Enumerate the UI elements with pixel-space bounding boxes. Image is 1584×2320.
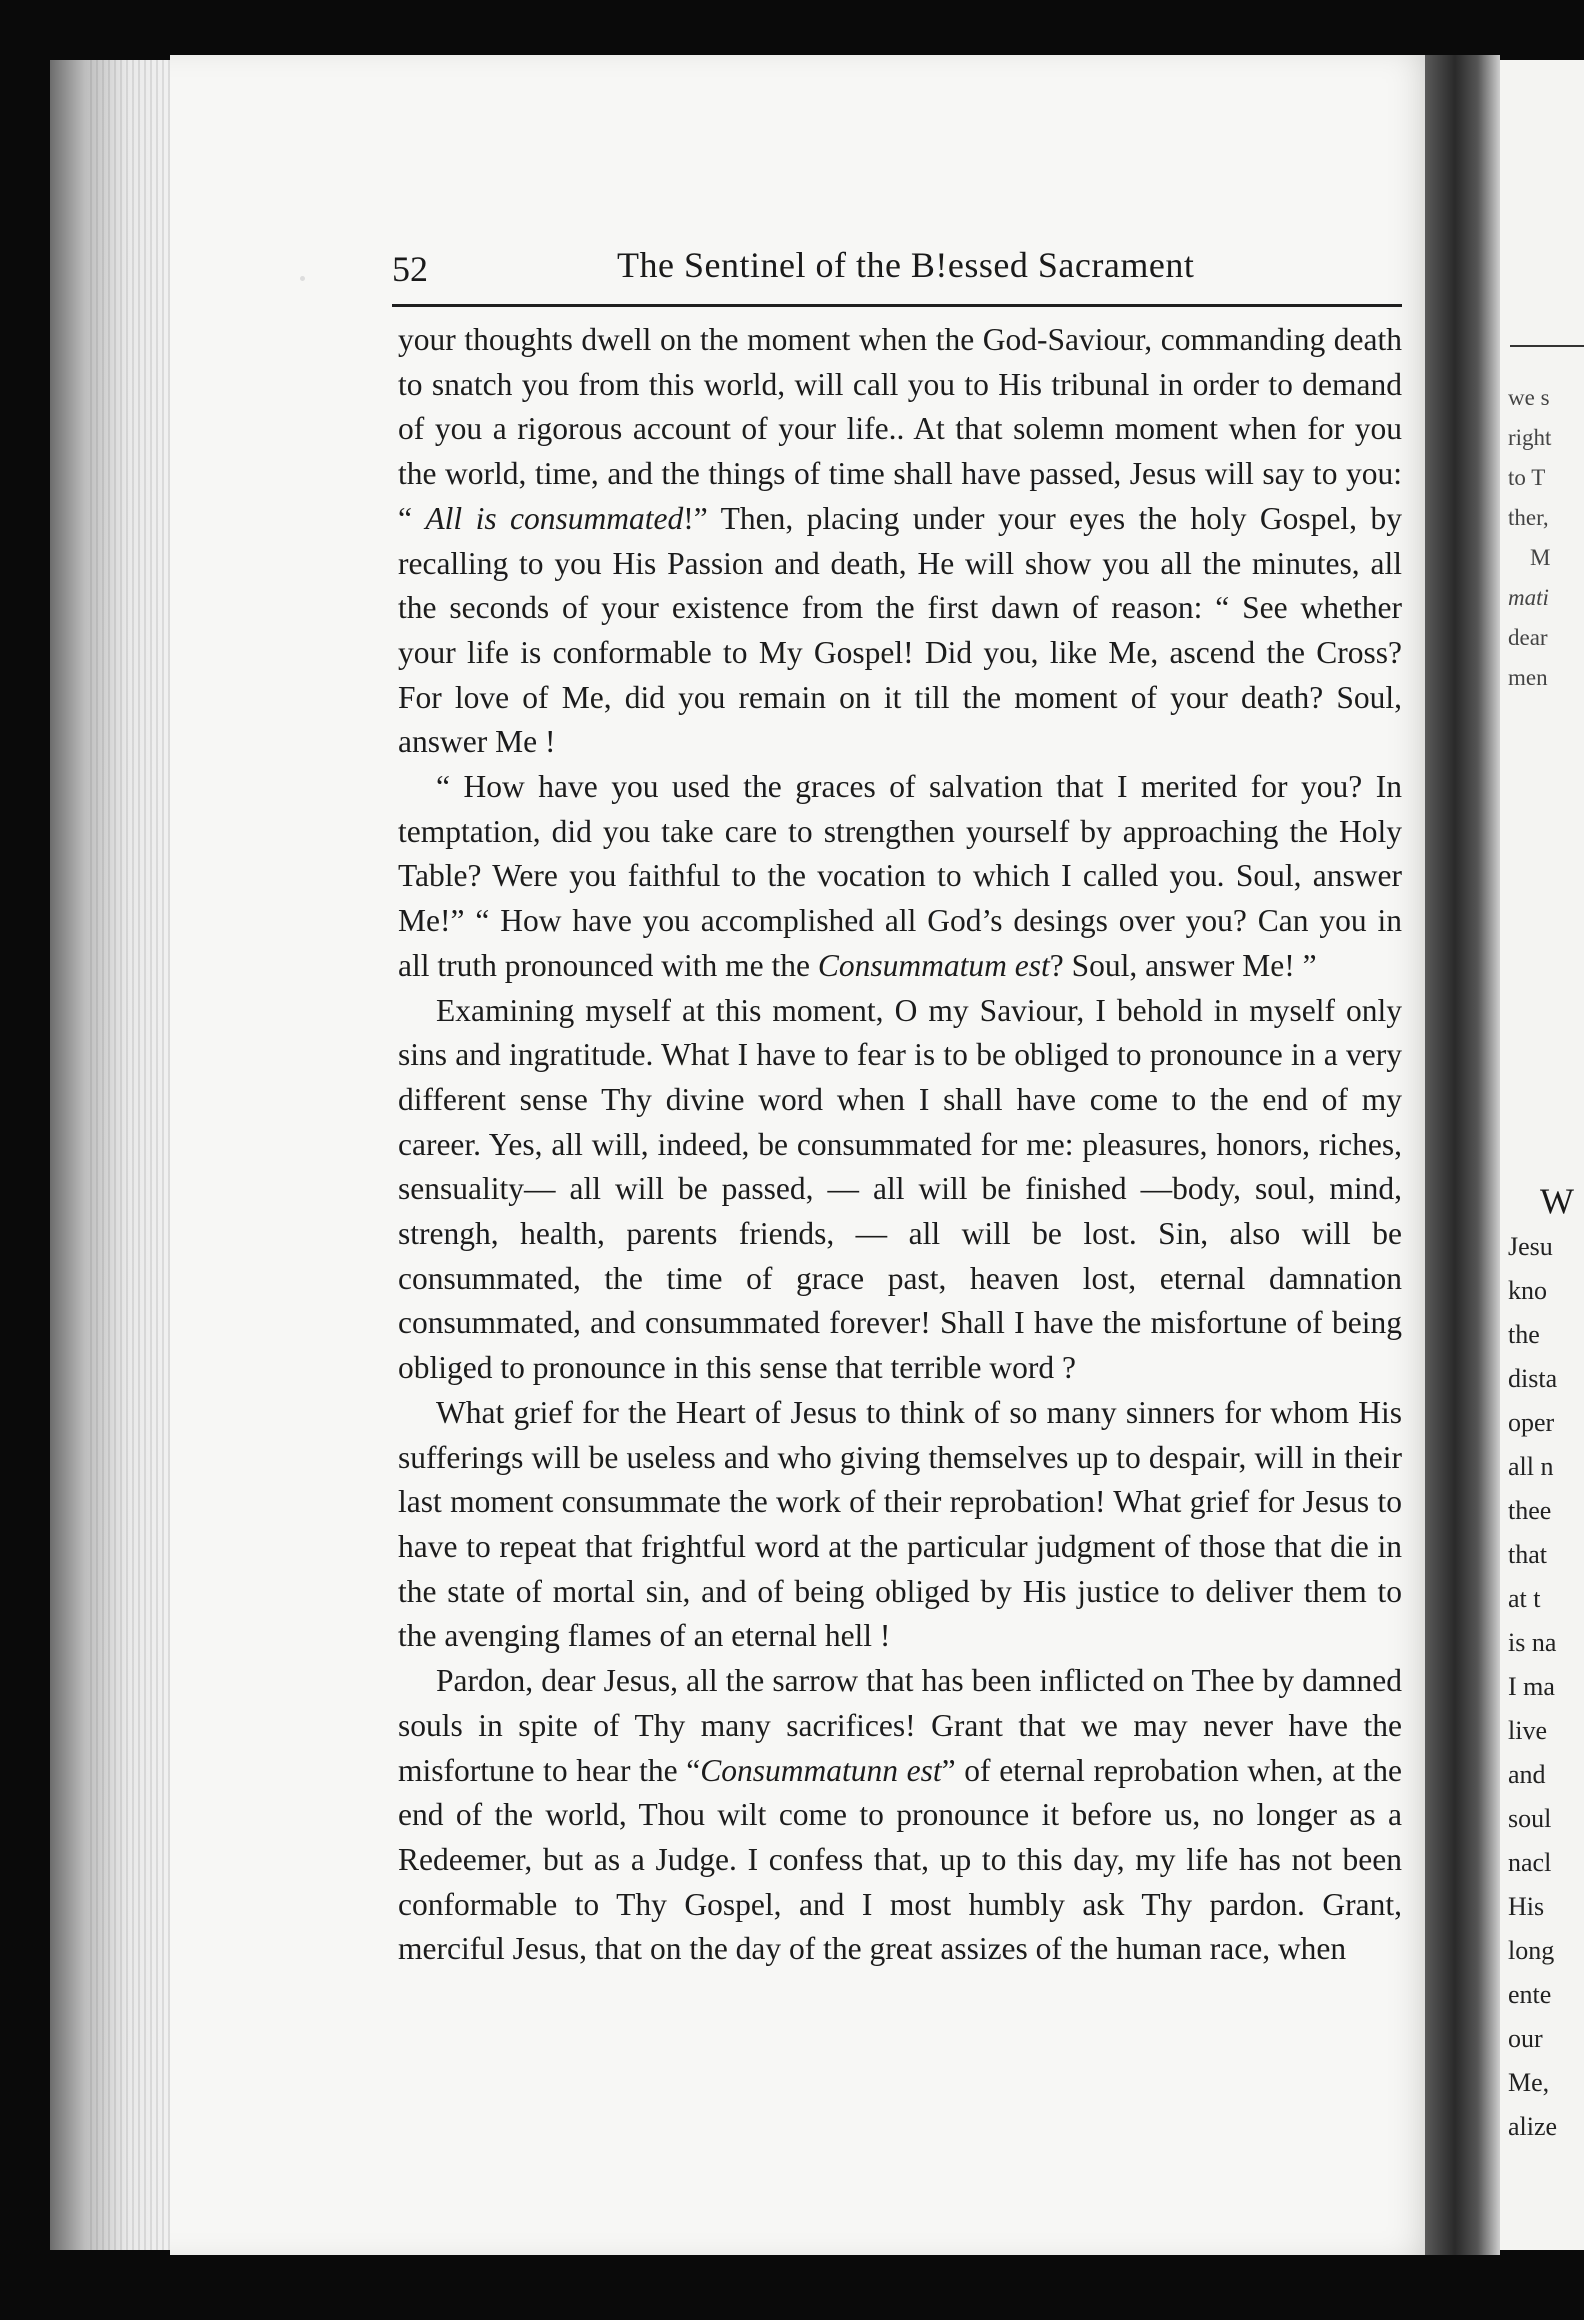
facing-line: ther, — [1508, 505, 1549, 530]
page-stack-edge — [50, 60, 190, 2250]
header-rule — [392, 304, 1402, 307]
facing-line: at t — [1508, 1584, 1541, 1613]
facing-line: that — [1508, 1540, 1547, 1569]
paragraph — [398, 989, 1402, 1391]
paragraph — [398, 1659, 1402, 1972]
facing-line: Me, — [1508, 2068, 1550, 2097]
facing-line: all n — [1508, 1452, 1554, 1481]
paragraph — [398, 1391, 1402, 1659]
facing-line: to T — [1508, 465, 1546, 490]
facing-line: men — [1508, 665, 1548, 690]
text-run: “ How have you used the graces of salvation that I merited for you? In temptation, did you take care to strengthen yourself by approaching the Holy Table? Were you faithful to the vocation to which I called you. Soul, answer Me!” “ How have you accomplished all God’s desings over you? Can you in all truth pronounced with me the — [398, 769, 1402, 983]
text-run: Pardon, dear Jesus, all the sarrow that has been inflicted on Thee by damned souls in spite of Thy many sacrifices! Grant that we may never have the misfortune to hear the “ — [398, 1663, 1402, 1788]
facing-line: nacl — [1508, 1848, 1552, 1877]
facing-line: dear — [1508, 625, 1548, 650]
italic-phrase: Consummatum est — [817, 947, 1050, 983]
paragraph — [398, 765, 1402, 989]
facing-line: kno — [1508, 1276, 1547, 1305]
facing-line: soul — [1508, 1804, 1552, 1833]
facing-dropcap: W — [1540, 1181, 1574, 1221]
facing-line: ente — [1508, 1980, 1552, 2009]
facing-line: oper — [1508, 1408, 1555, 1437]
facing-line: live — [1508, 1716, 1547, 1745]
facing-line: is na — [1508, 1628, 1557, 1657]
running-title: The Sentinel of the B!essed Sacrament — [617, 245, 1195, 285]
facing-line: M — [1530, 545, 1551, 570]
facing-line: the — [1508, 1320, 1540, 1349]
page-number: 52 — [392, 249, 428, 289]
facing-line: and — [1508, 1760, 1546, 1789]
running-head — [392, 245, 1402, 304]
text-run: What grief for the Heart of Jesus to think of so many sinners for whom His sufferings will be useless and who giving themselves up to despair, will in their last moment consummate the work of their reprobation! What grief for Jesus to have to repeat that frightful word at the particular judgment of those that die in the state of mortal sin, and of being obliged by His justice to deliver them to the avenging flames of an eternal hell ! — [398, 1394, 1402, 1654]
book-gutter — [1425, 55, 1500, 2255]
italic-phrase: Consummatunn est — [700, 1752, 942, 1788]
italic-phrase: All is consummated — [425, 500, 684, 536]
facing-line: Jesu — [1508, 1232, 1553, 1261]
facing-line: we s — [1508, 385, 1550, 410]
facing-line: alize — [1508, 2112, 1558, 2141]
facing-line: thee — [1508, 1496, 1552, 1525]
facing-line: our — [1508, 2024, 1543, 2053]
facing-line: dista — [1508, 1364, 1558, 1393]
facing-head-rule — [1510, 345, 1584, 347]
facing-line: right — [1508, 425, 1552, 450]
paragraph — [398, 318, 1402, 765]
text-run: Examining myself at this moment, O my Saviour, I behold in myself only sins and ingratitude. What I have to fear is to be obliged to pronounce in a very different sense Thy divine word when I shall have come to the end of my career. Yes, all will, indeed, be consummated for me: pleasures, honors, riches, sensuality— all will be passed, — all will be finished —body, soul, mind, strengh, health, parents friends, — all will be lost. Sin, also will be consummated, the time of grace past, heaven lost, eternal damnation consummated, and consummated forever! Shall I have the misfortune of being obliged to pronounce in this sense that terrible word ? — [398, 992, 1402, 1386]
body-text — [398, 318, 1402, 1972]
text-run: ? Soul, answer Me! ” — [1049, 947, 1317, 983]
facing-line: long — [1508, 1936, 1555, 1965]
facing-line: I ma — [1508, 1672, 1555, 1701]
text-run: !” Then, placing under your eyes the holy Gospel, by recalling to you His Passion and death, He will show you all the minutes, all the seconds of your existence from the first dawn of reason: “ See whether your life is conformable to My Gospel! Did you, like Me, ascend the Cross? For love of Me, did you remain on it till the moment of your death? Soul, answer Me ! — [398, 500, 1402, 760]
text-run: ” of eternal reprobation when, at the end of the world, Thou wilt come to pronounce it before us, no longer as a Redeemer, but as a Judge. I confess that, up to this day, my life has not been conformable to Thy Gospel, and I most humbly ask Thy pardon. Grant, merciful Jesus, that on the day of the great assizes of the human race, when — [398, 1752, 1402, 1967]
facing-line: mati — [1508, 585, 1549, 610]
text-run: your thoughts dwell on the moment when the God-Saviour, commanding death to snatch you from this world, will call you to His tribunal in order to demand of you a rigorous account of your life.. At that solemn moment when for you the world, time, and the things of time shall have passed, Jesus will say to you: “ — [398, 322, 1402, 536]
scan-speck — [300, 276, 305, 281]
facing-line: His — [1508, 1892, 1545, 1921]
facing-page — [1500, 60, 1584, 2250]
